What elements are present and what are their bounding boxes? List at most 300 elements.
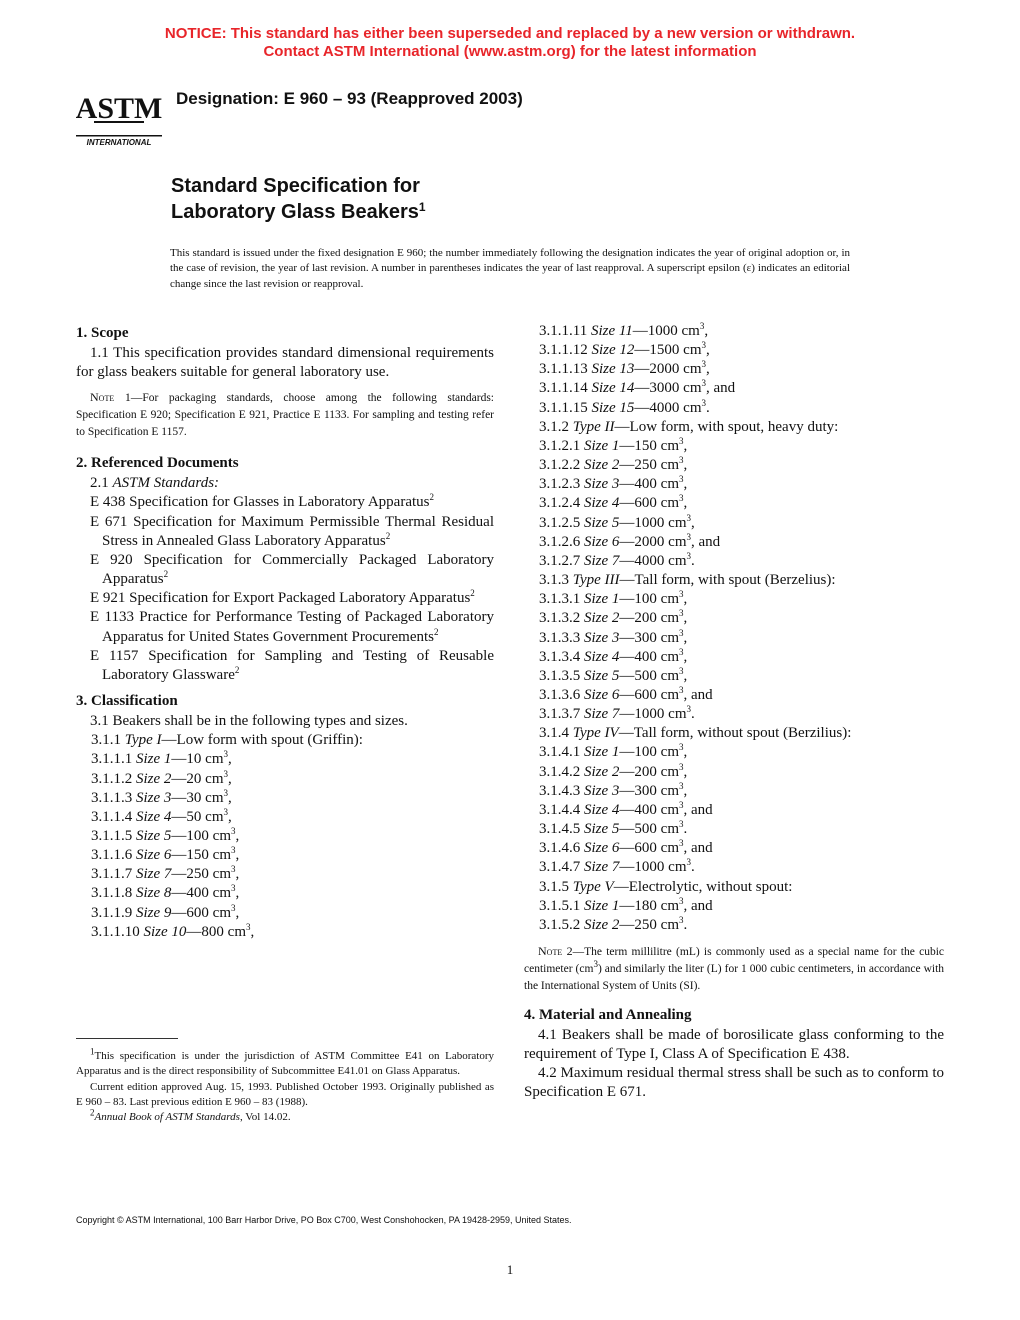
footnotes <box>76 1046 494 1125</box>
item-superscript: 3 <box>686 704 691 715</box>
classification-item <box>524 322 944 341</box>
classification-item <box>76 808 494 827</box>
item-text: —200 cm <box>619 763 679 780</box>
item-label: Size 12 <box>591 342 635 359</box>
scope-heading: 1. Scope <box>76 325 129 341</box>
item-number: 3.1.4.3 <box>539 782 581 799</box>
item-text: —100 cm <box>619 744 679 761</box>
classification-item <box>524 571 944 590</box>
classification-heading: 3. Classification <box>76 693 178 710</box>
scope-paragraph: 1.1 This specification provides standard dimensional requirements for glass beakers suitable for general laboratory use. <box>76 345 494 381</box>
item-suffix: , <box>704 323 709 339</box>
classification-item <box>76 789 494 808</box>
item-number: 3.1.1.15 <box>539 399 588 416</box>
item-text: —400 cm <box>619 648 679 665</box>
item-superscript: 3 <box>679 761 684 772</box>
item-number: 3.1.1.10 <box>91 923 140 940</box>
item-suffix: , <box>683 648 688 665</box>
classification-item <box>524 399 944 418</box>
item-label: Size 4 <box>584 648 620 665</box>
item-label: Size 5 <box>584 821 620 838</box>
item-text: —1000 cm <box>619 706 687 723</box>
title-footnote-mark: 1 <box>418 200 426 214</box>
classification-item <box>524 667 944 686</box>
classification-item <box>76 865 494 884</box>
item-number: 3.1.1.4 <box>91 808 133 825</box>
item-number: 3.1.5.1 <box>539 897 581 914</box>
item-suffix: , <box>250 923 255 940</box>
item-number: 3.1.1.7 <box>91 866 133 883</box>
item-text: —Tall form, without spout (Berzilius): <box>618 725 852 742</box>
item-label: Size 1 <box>584 437 620 454</box>
item-text: —500 cm <box>619 821 679 838</box>
item-suffix: . <box>691 859 695 876</box>
item-text: —800 cm <box>186 923 246 940</box>
reference-footnote-mark: 2 <box>385 530 391 541</box>
item-suffix: , <box>683 476 688 493</box>
item-label: Size 2 <box>584 457 620 474</box>
item-label: Size 10 <box>143 923 187 940</box>
classification-item <box>524 552 944 571</box>
right-column <box>524 322 944 1103</box>
item-label: Size 7 <box>584 552 620 569</box>
item-label: Size 3 <box>584 629 620 646</box>
classification-item <box>524 686 944 705</box>
item-label: Size 2 <box>584 763 620 780</box>
item-text: —30 cm <box>171 789 224 806</box>
item-text: —100 cm <box>619 591 679 608</box>
item-suffix: , and <box>683 840 713 857</box>
item-text: —600 cm <box>619 840 679 857</box>
footnote-2: $^2$Annual Book of ASTM Standards, Vol 14.02. <box>90 1107 291 1124</box>
item-superscript: 3 <box>679 799 684 810</box>
item-superscript: 3 <box>686 512 691 523</box>
item-number: 3.1.1.3 <box>91 789 133 806</box>
item-suffix: . <box>706 399 710 416</box>
item-text: —300 cm <box>619 782 679 799</box>
item-text: —20 cm <box>171 770 224 787</box>
item-number: 3.1.3.5 <box>539 667 581 684</box>
item-label: Size 5 <box>584 667 620 684</box>
item-superscript: 3 <box>679 474 684 485</box>
item-text: —150 cm <box>619 437 679 454</box>
classification-item <box>524 897 944 916</box>
reference-item <box>76 551 494 589</box>
item-label: Size 14 <box>591 380 635 397</box>
item-superscript: 3 <box>679 780 684 791</box>
item-number: 3.1.4.1 <box>539 744 581 761</box>
item-suffix: , and <box>691 533 721 550</box>
note-2: Note 2—The term millilitre (mL) is commonly used as a special name for the cubic centimeter $(cm^3)$ and similarly the liter (L) for 1 000 cubic centimeters, in accordance with the International System of Units (SI). <box>524 944 945 992</box>
classification-item <box>76 750 494 769</box>
item-suffix: , <box>683 591 688 608</box>
item-superscript: 3 <box>223 749 228 760</box>
item-suffix: , <box>683 437 688 454</box>
reference-text: E 438 Specification for Glasses in Laboratory Apparatus <box>90 494 430 511</box>
item-suffix: , <box>683 495 688 512</box>
item-suffix: , <box>235 827 240 844</box>
item-number: 3.1.1.13 <box>539 361 588 378</box>
item-text: —1000 cm <box>632 323 700 339</box>
classification-item <box>524 590 944 609</box>
item-number: 3.1.2.3 <box>539 476 581 493</box>
reference-footnote-mark: 2 <box>470 588 475 599</box>
item-label: Size 1 <box>136 751 172 768</box>
item-number: 3.1.1.9 <box>91 904 133 921</box>
item-label: Size 9 <box>136 904 172 921</box>
item-number: 3.1.2.5 <box>539 514 581 531</box>
item-suffix: , <box>683 782 688 799</box>
item-number: 3.1.3.1 <box>539 591 581 608</box>
classification-item <box>524 609 944 628</box>
item-label: Size 7 <box>584 859 620 876</box>
item-number: 3.1.2 <box>539 418 569 435</box>
item-text: —1500 cm <box>634 342 702 359</box>
item-number: 3.1.3 <box>539 572 569 589</box>
footnote-divider <box>76 1038 178 1039</box>
reference-item <box>76 493 494 512</box>
item-text: —Low form, with spout, heavy duty: <box>614 418 839 435</box>
classification-item <box>524 514 944 533</box>
item-number: 3.1.2.1 <box>539 437 581 454</box>
item-label: Size 7 <box>584 706 620 723</box>
classification-item <box>524 437 944 456</box>
item-label: Size 1 <box>584 897 620 914</box>
notice-line-2: Contact ASTM International (www.astm.org) for the latest information <box>263 43 757 60</box>
item-superscript: 3 <box>679 493 684 504</box>
classification-item <box>524 379 944 398</box>
item-superscript: 3 <box>679 627 684 638</box>
item-number: 3.1.4.2 <box>539 763 581 780</box>
reference-item <box>76 647 494 685</box>
item-label: Size 6 <box>136 847 172 864</box>
classification-item <box>524 705 944 724</box>
classification-item <box>524 533 944 552</box>
preamble: This standard is issued under the fixed designation E 960; the number immediately following the designation indicates the year of original adoption or, in the case of revision, the year of last revision. A number in parentheses indicates the year of last reapproval. A superscript epsilon (ε) indicates an editorial change since the last revision or reapproval. <box>170 247 850 290</box>
withdrawal-notice <box>0 25 1020 61</box>
item-text: —10 cm <box>171 751 224 768</box>
classification-list-left <box>76 731 494 942</box>
item-suffix: , <box>683 744 688 761</box>
item-suffix: . <box>691 706 695 723</box>
item-number: 3.1.2.2 <box>539 457 581 474</box>
item-suffix: , <box>683 610 688 627</box>
item-label: Type III <box>572 572 620 589</box>
reference-footnote-mark: 2 <box>429 492 434 503</box>
item-suffix: . <box>683 916 688 933</box>
item-superscript: 3 <box>701 397 706 408</box>
item-suffix: , <box>683 457 688 474</box>
left-column <box>76 322 494 942</box>
item-superscript: 3 <box>231 902 236 913</box>
classification-item <box>76 846 494 865</box>
classification-item <box>524 820 944 839</box>
item-suffix: , and <box>683 801 713 818</box>
item-suffix: , and <box>706 380 736 397</box>
item-superscript: 3 <box>686 857 691 868</box>
item-number: 3.1.1.12 <box>539 342 588 359</box>
item-superscript: 3 <box>679 838 684 849</box>
classification-item <box>524 360 944 379</box>
item-superscript: 3 <box>679 435 684 446</box>
item-text: —400 cm <box>619 476 679 493</box>
reference-footnote-mark: 2 <box>434 626 439 637</box>
item-text: —2000 cm <box>619 533 687 550</box>
reference-footnote-mark: 2 <box>234 664 240 675</box>
reference-item <box>76 608 494 646</box>
reference-text: E 1157 Specification for Sampling and Testing of Reusable Laboratory Glassware <box>90 647 494 683</box>
item-label: Size 6 <box>584 533 620 550</box>
item-superscript: 3 <box>701 378 706 389</box>
classification-item <box>76 884 494 903</box>
item-text: —250 cm <box>171 866 231 883</box>
classification-item <box>524 782 944 801</box>
item-superscript: 3 <box>679 455 684 466</box>
item-text: —1000 cm <box>619 859 687 876</box>
designation: Designation: E 960 – 93 (Reapproved 2003) <box>176 89 523 108</box>
item-number: 3.1.3.2 <box>539 610 581 627</box>
item-number: 3.1.1 <box>91 732 121 749</box>
item-suffix: , <box>683 629 688 646</box>
classification-list-right <box>524 322 944 935</box>
item-text: —600 cm <box>619 686 679 703</box>
item-number: 3.1.4.5 <box>539 821 581 838</box>
item-number: 3.1.2.6 <box>539 533 581 550</box>
classification-item <box>524 839 944 858</box>
item-text: —300 cm <box>619 629 679 646</box>
item-text: —3000 cm <box>634 380 702 397</box>
item-label: Type V <box>572 878 614 895</box>
item-superscript: 3 <box>231 864 236 875</box>
item-number: 3.1.4.7 <box>539 859 581 876</box>
item-superscript: 3 <box>223 768 228 779</box>
reference-item <box>76 513 494 551</box>
item-label: Type IV <box>572 725 619 742</box>
item-number: 3.1.1.2 <box>91 770 133 787</box>
item-label: Size 7 <box>136 866 172 883</box>
footnote-1: $^1$This specification is under the jurisdiction of ASTM Committee E41 on Laboratory Apparatus and is the direct responsibility of Subcommittee E41.01 on Glass Apparatus. <box>76 1046 494 1078</box>
title-line-2: Laboratory Glass Beakers$^1$ <box>171 200 426 223</box>
note-1: Note 1—For packaging standards, choose among the following standards: Specification E 920; Specification E 921, Practice E 1133. For sampling and testing refer to Specification E 1157. <box>76 390 494 439</box>
item-suffix: , <box>228 808 232 825</box>
footnote-1-continued: Current edition approved Aug. 15, 1993. Published October 1993. Originally published as E 960 – 83. Last previous edition E 960 – 83 (1988). <box>76 1080 494 1108</box>
logo-letters: ASTM <box>76 92 162 125</box>
classification-item <box>76 923 494 942</box>
item-superscript: 3 <box>679 608 684 619</box>
reference-text: E 920 Specification for Commercially Packaged Laboratory Apparatus <box>90 551 494 588</box>
title-line-1: Standard Specification for <box>171 175 420 197</box>
item-label: Size 3 <box>136 789 172 806</box>
item-superscript: 3 <box>679 589 684 600</box>
item-number: 3.1.4.4 <box>539 801 581 818</box>
classification-item <box>524 456 944 475</box>
classification-item <box>524 475 944 494</box>
item-text: —400 cm <box>171 885 231 902</box>
item-superscript: 3 <box>679 665 684 676</box>
item-label: Size 2 <box>136 770 172 787</box>
item-superscript: 3 <box>231 883 236 894</box>
notice-line-1: NOTICE: This standard has either been superseded and replaced by a new version or withdrawn. <box>164 25 856 42</box>
item-superscript: 3 <box>699 321 705 331</box>
item-suffix: , <box>235 866 240 883</box>
classification-item <box>524 629 944 648</box>
item-number: 3.1.3.7 <box>539 706 581 723</box>
item-text: —250 cm <box>619 457 679 474</box>
item-superscript: 3 <box>679 646 684 657</box>
item-text: —100 cm <box>171 827 231 844</box>
item-number: 3.1.3.4 <box>539 648 581 665</box>
item-text: —4000 cm <box>634 399 702 416</box>
item-superscript: 3 <box>223 806 228 817</box>
item-text: —1000 cm <box>619 514 687 531</box>
item-number: 3.1.2.4 <box>539 495 581 512</box>
item-suffix: . <box>691 552 695 569</box>
item-label: Size 4 <box>136 808 172 825</box>
item-label: Size 1 <box>584 744 620 761</box>
classification-item <box>76 731 494 750</box>
item-number: 3.1.1.6 <box>91 847 133 864</box>
item-suffix: , <box>235 847 240 864</box>
item-label: Size 1 <box>584 591 620 608</box>
item-number: 3.1.3.3 <box>539 629 581 646</box>
item-label: Size 8 <box>136 885 172 902</box>
classification-item <box>524 418 944 437</box>
item-label: Size 11 <box>590 323 633 339</box>
item-suffix: , <box>706 342 710 359</box>
classification-item <box>524 916 944 935</box>
item-label: Size 13 <box>591 361 635 378</box>
item-superscript: 3 <box>679 819 684 830</box>
item-text: —Electrolytic, without spout: <box>613 878 793 895</box>
item-label: Size 3 <box>584 782 620 799</box>
item-number: 3.1.1.8 <box>91 885 133 902</box>
item-label: Size 6 <box>584 840 620 857</box>
item-text: —150 cm <box>171 847 231 864</box>
page-number: 1 <box>506 1262 514 1277</box>
item-superscript: 3 <box>679 684 684 695</box>
classification-item <box>524 648 944 667</box>
classification-item <box>76 827 494 846</box>
item-suffix: . <box>683 821 688 838</box>
item-superscript: 3 <box>679 914 684 925</box>
classification-item <box>524 494 944 513</box>
item-suffix: , <box>691 514 695 531</box>
classification-item <box>76 770 494 789</box>
item-superscript: 3 <box>223 787 228 798</box>
item-number: 3.1.1.11 <box>539 323 588 339</box>
item-label: Size 5 <box>584 514 620 531</box>
classification-item <box>76 904 494 923</box>
item-suffix: , and <box>683 686 713 703</box>
classification-item <box>524 858 944 877</box>
item-number: 3.1.4.6 <box>539 840 581 857</box>
item-superscript: 3 <box>686 531 691 542</box>
item-label: Type II <box>572 418 615 435</box>
item-superscript: 3 <box>701 359 706 370</box>
item-label: Size 3 <box>584 476 620 493</box>
item-superscript: 3 <box>231 845 236 856</box>
item-number: 3.1.5 <box>539 878 569 895</box>
item-text: —180 cm <box>619 897 679 914</box>
document-title <box>171 173 426 225</box>
item-superscript: 3 <box>701 340 706 351</box>
item-label: Size 4 <box>584 801 620 818</box>
item-text: —Tall form, with spout (Berzelius): <box>619 572 836 589</box>
reference-text: E 921 Specification for Export Packaged Laboratory Apparatus <box>90 590 471 607</box>
item-text: —Low form with spout (Griffin): <box>161 732 363 749</box>
item-text: —250 cm <box>619 916 679 933</box>
reference-footnote-mark: 2 <box>163 569 169 580</box>
item-text: —600 cm <box>619 495 679 512</box>
copyright: Copyright © ASTM International, 100 Barr Harbor Drive, PO Box C700, West Conshohocken, PA 19428-2959, United States. <box>76 1215 572 1225</box>
item-suffix: , <box>228 751 232 768</box>
item-suffix: , <box>235 904 240 921</box>
classification-intro: 3.1 Beakers shall be in the following types and sizes. <box>90 713 408 730</box>
item-text: —200 cm <box>619 610 679 627</box>
item-text: —50 cm <box>171 808 224 825</box>
reference-text: E 671 Specification for Maximum Permissible Thermal Residual Stress in Annealed Glass Laboratory Apparatus <box>90 513 494 549</box>
item-label: Size 2 <box>584 610 620 627</box>
item-number: 3.1.1.14 <box>539 380 588 397</box>
item-suffix: , <box>706 361 710 378</box>
item-suffix: , and <box>683 897 713 914</box>
logo-caption: INTERNATIONAL <box>86 138 152 147</box>
reference-text: E 1133 Practice for Performance Testing of Packaged Laboratory Apparatus for United States Government Procurements <box>90 609 494 645</box>
classification-item <box>524 341 944 360</box>
material-heading: 4. Material and Annealing <box>524 1007 692 1023</box>
item-text: —400 cm <box>619 801 679 818</box>
references-intro: 2.1 ASTM Standards: <box>90 475 220 492</box>
item-text: —600 cm <box>171 904 231 921</box>
item-superscript: 3 <box>246 921 251 932</box>
reference-list <box>76 493 494 685</box>
classification-item <box>524 878 944 897</box>
item-label: Size 15 <box>591 399 635 416</box>
item-number: 3.1.4 <box>539 725 569 742</box>
classification-item <box>524 801 944 820</box>
item-label: Size 2 <box>584 916 620 933</box>
astm-logo-icon <box>76 76 162 148</box>
item-number: 3.1.1.1 <box>91 751 133 768</box>
item-suffix: , <box>235 885 240 902</box>
item-text: —500 cm <box>619 667 679 684</box>
item-text: —4000 cm <box>619 552 687 569</box>
item-suffix: , <box>228 770 232 787</box>
classification-item <box>524 763 944 782</box>
item-label: Size 4 <box>584 495 620 512</box>
material-paragraph-1: 4.1 Beakers shall be made of borosilicate glass conforming to the requirement of Type I, Class A of Specification E 438. <box>524 1027 944 1063</box>
item-superscript: 3 <box>686 550 691 561</box>
item-superscript: 3 <box>679 895 684 906</box>
item-superscript: 3 <box>231 825 236 836</box>
item-label: Size 5 <box>136 827 172 844</box>
item-suffix: , <box>228 789 232 806</box>
item-suffix: , <box>683 763 688 780</box>
item-number: 3.1.2.7 <box>539 552 581 569</box>
references-heading: 2. Referenced Documents <box>76 455 239 472</box>
item-label: Type I <box>124 732 162 749</box>
classification-item <box>524 724 944 743</box>
classification-item <box>524 743 944 762</box>
item-label: Size 6 <box>584 686 620 703</box>
material-paragraph-2: 4.2 Maximum residual thermal stress shall be such as to conform to Specification E 671. <box>524 1065 944 1101</box>
reference-item <box>76 589 494 608</box>
item-number: 3.1.5.2 <box>539 916 581 933</box>
item-number: 3.1.1.5 <box>91 827 133 844</box>
item-text: —2000 cm <box>634 361 702 378</box>
item-superscript: 3 <box>679 742 684 753</box>
item-suffix: , <box>683 667 688 684</box>
